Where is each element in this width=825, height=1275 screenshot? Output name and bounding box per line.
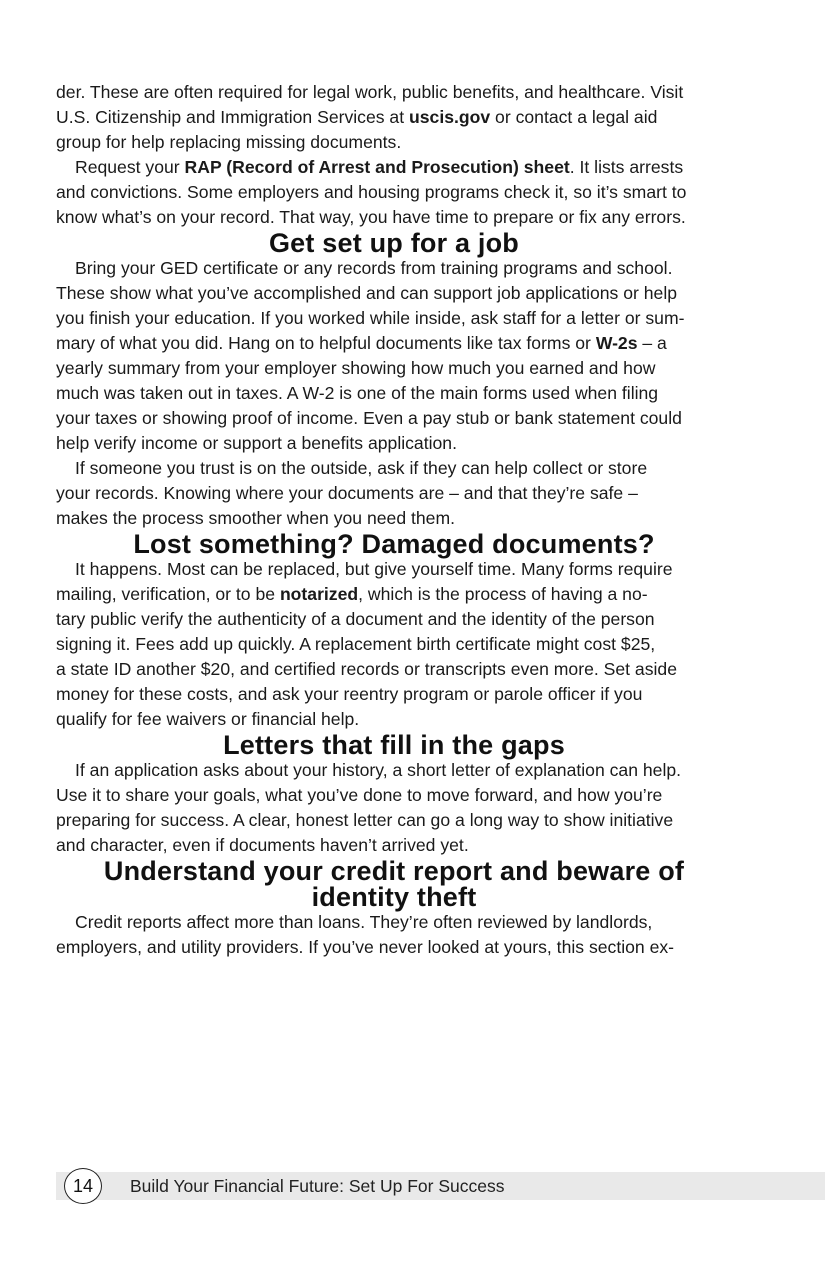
- heading-credit-report: Understand your credit report and beware of identity theft: [103, 856, 685, 912]
- footer-title: Build Your Financial Future: Set Up For Success: [130, 1176, 505, 1196]
- letters-paragraph: If an application asks about your history, a short letter of explanation can help. Use it to share your goals, what you’ve done to move forward, and how you’re preparing for success. A clear, honest letter can go a long way to show initiative and character, even if documents haven’t arrived yet.: [56, 760, 682, 855]
- page-number-badge: [64, 1168, 102, 1204]
- heading-job: Get set up for a job: [268, 228, 520, 258]
- heading-lost-documents: Lost something? Damaged documents?: [133, 529, 655, 559]
- page-number: 14: [72, 1176, 94, 1196]
- job-paragraph-2: If someone you trust is on the outside, ask if they can help collect or store your records. Knowing where your documents are – and that they’re safe – makes the process smoother when you need them.: [56, 458, 648, 528]
- intro-paragraph-1: der. These are often required for legal work, public benefits, and healthcare. Visit U.S. Citizenship and Immigration Services at uscis.gov or contact a legal aid group for help replacing missing documents.: [56, 82, 684, 152]
- lost-paragraph: It happens. Most can be replaced, but give yourself time. Many forms require mailing, verification, or to be notarized, which is the process of having a no- tary public verify the authenticity of a document and the identity of the person signing it. Fees add up quickly. A replacement birth certificate might cost $25, a state ID another $20, and certified records or transcripts even more. Set aside money for these costs, and ask your reentry program or parole officer if you qualify for fee waivers or financial help.: [56, 559, 677, 729]
- intro-paragraph-2: Request your RAP (Record of Arrest and Prosecution) sheet. It lists arrests and convictions. Some employers and housing programs check it, so it’s smart to know what’s on your record. That way, you have time to prepare or fix any errors.: [56, 157, 687, 227]
- job-paragraph-1: Bring your GED certificate or any records from training programs and school. These show what you’ve accomplished and can support job applications or help you finish your education. If you worked while inside, ask staff for a letter or sum- mary of what you did. Hang on to helpful documents like tax forms or W-2s – a yearly summary from your employer showing how much you earned and how much was taken out in taxes. A W-2 is one of the main forms used when filing your taxes or showing proof of income. Even a pay stub or bank statement could help verify income or support a benefits application.: [56, 258, 685, 453]
- uscis-website: uscis.gov: [409, 107, 491, 127]
- heading-letters: Letters that fill in the gaps: [223, 730, 565, 760]
- page-body: [56, 80, 732, 960]
- w2-term: W-2s: [595, 333, 638, 353]
- page-footer: [56, 1172, 825, 1200]
- credit-paragraph: Credit reports affect more than loans. They’re often reviewed by landlords, employers, and utility providers. If you’ve never looked at yours, this section ex-: [56, 912, 675, 957]
- rap-sheet-term: RAP (Record of Arrest and Prosecution) sheet: [184, 157, 570, 177]
- notarized-term: notarized: [279, 584, 359, 604]
